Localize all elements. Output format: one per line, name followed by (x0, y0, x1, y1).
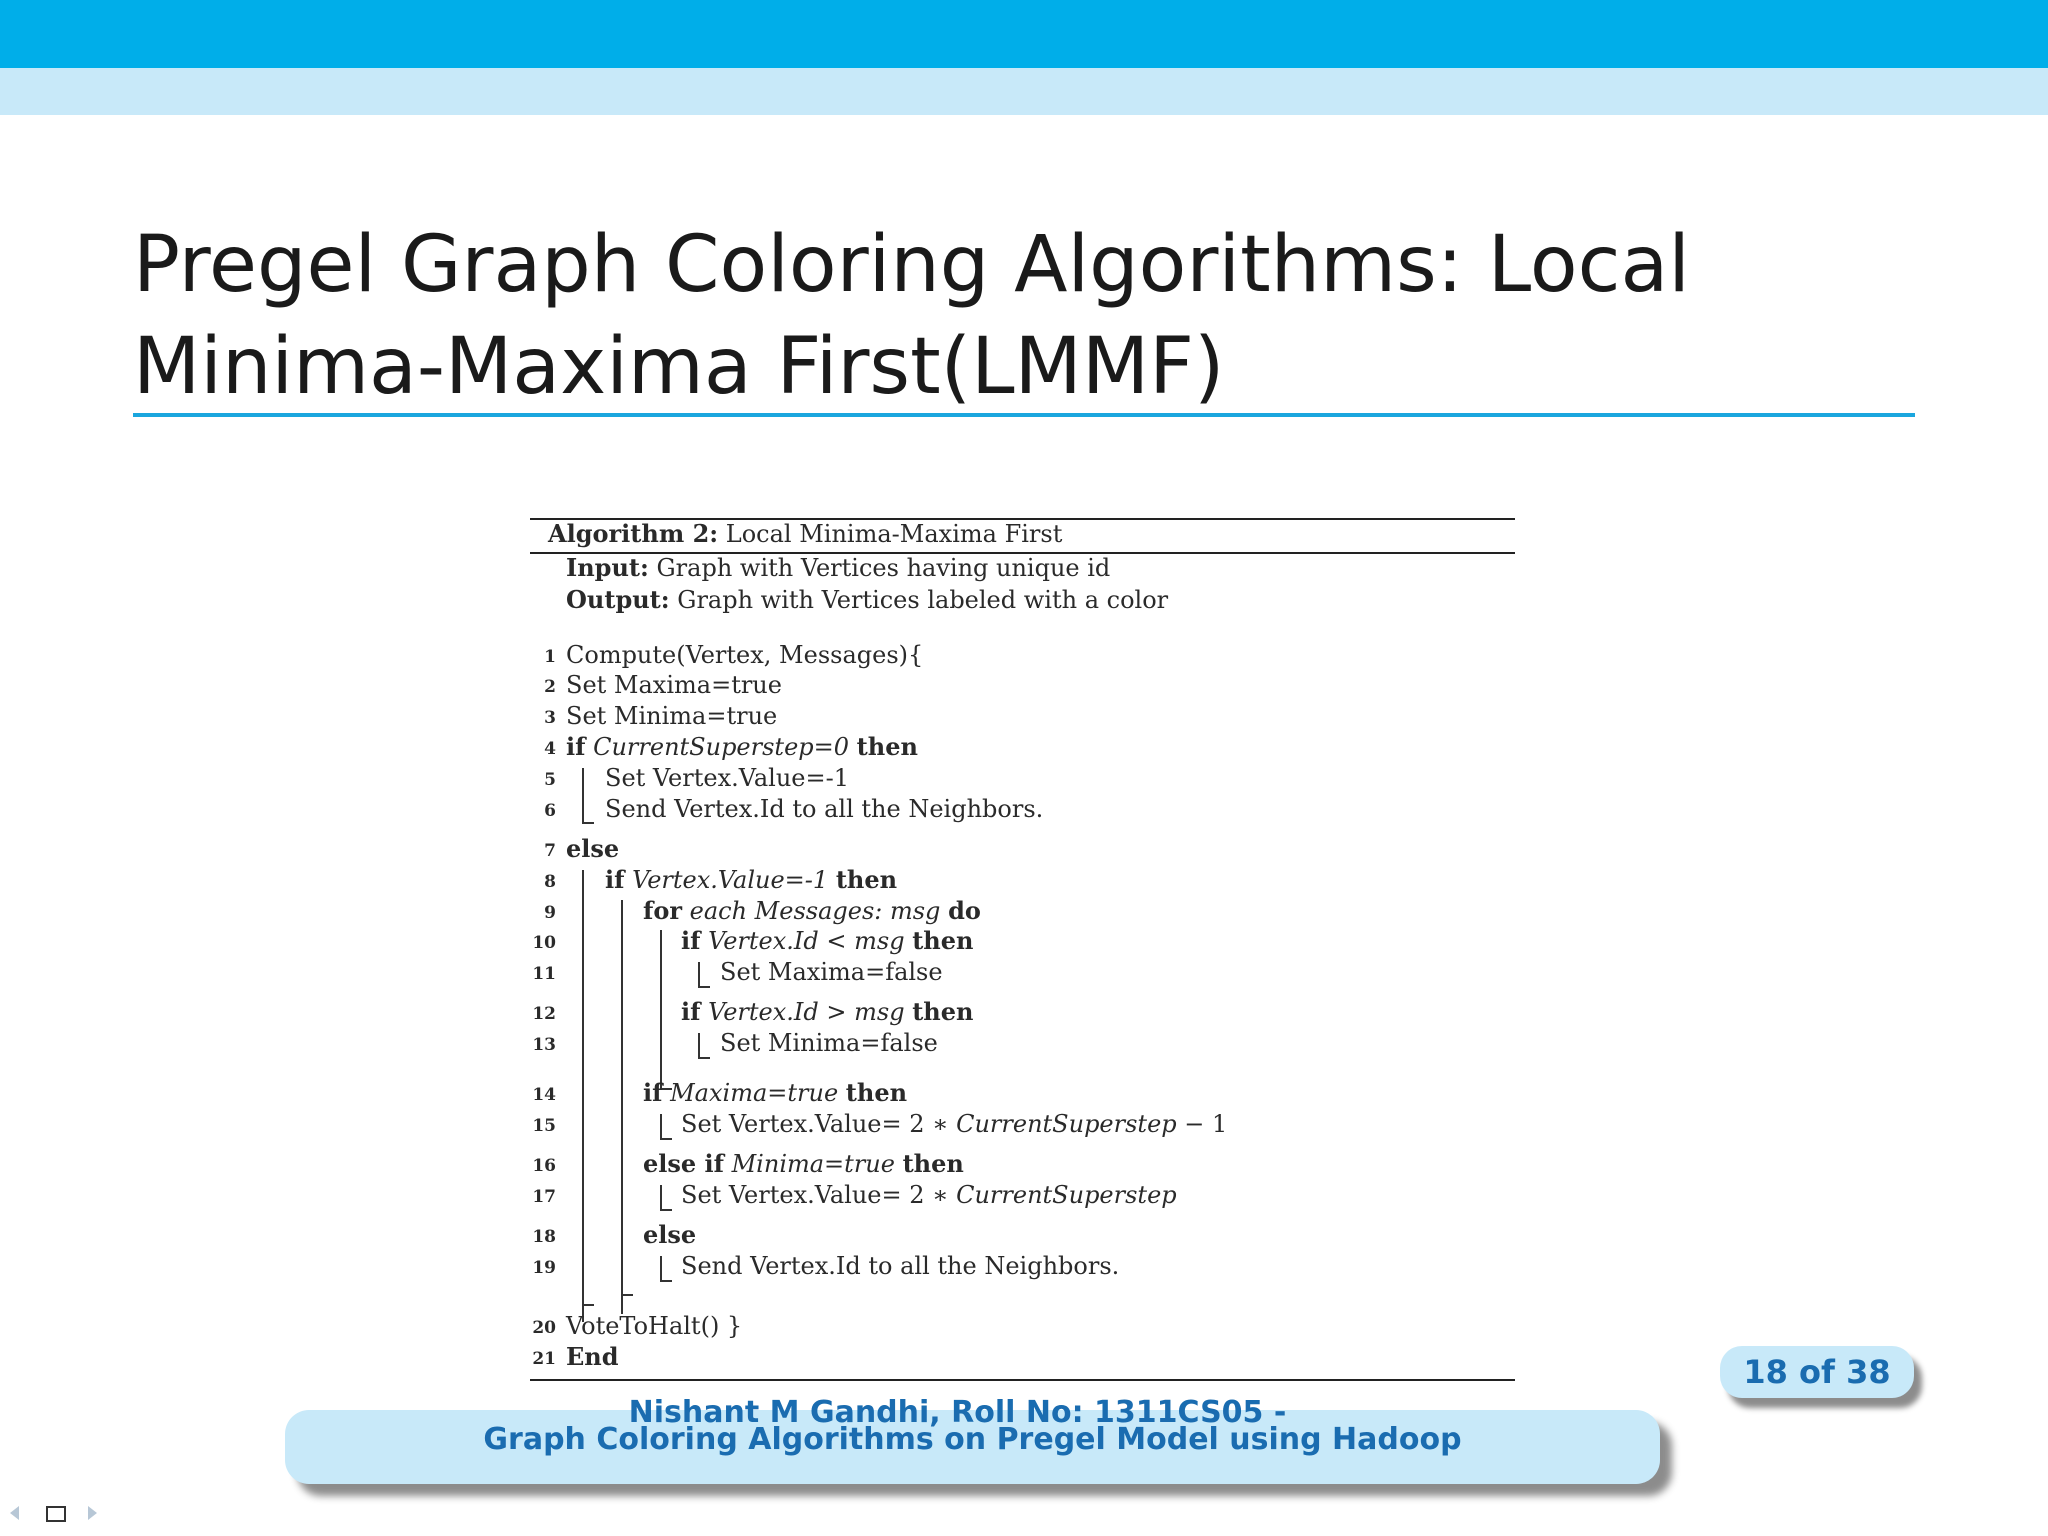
line-text: Set Minima=false (720, 1029, 938, 1057)
line-number: 17 (532, 1187, 556, 1207)
block-bar (698, 1033, 700, 1059)
triangle-right-icon[interactable] (88, 1506, 97, 1520)
line-number: 18 (532, 1227, 556, 1247)
keyword-else: else (566, 834, 620, 863)
line-number: 8 (544, 872, 556, 892)
line-number: 9 (544, 903, 556, 923)
input-label: Input: (566, 553, 649, 582)
line-text: VoteToHalt() } (566, 1312, 743, 1340)
line-text: Set Maxima=false (720, 958, 943, 986)
line-number: 16 (532, 1156, 556, 1176)
block-end (698, 1057, 710, 1059)
keyword-then: then (902, 1149, 964, 1178)
line-number: 11 (532, 964, 556, 984)
algorithm-name: Local Minima-Maxima First (725, 520, 1063, 548)
keyword-if: if (681, 997, 701, 1026)
input-text: Graph with Vertices having unique id (656, 554, 1111, 582)
math-term: CurrentSuperstep (956, 1181, 1177, 1209)
line-text: Set Vertex.Value= 2 ∗ (681, 1181, 957, 1209)
line-text: Send Vertex.Id to all the Neighbors. (681, 1252, 1120, 1280)
block-end (660, 1280, 672, 1282)
block-end (660, 1138, 672, 1140)
block-bar (698, 962, 700, 988)
algorithm-output (566, 584, 1168, 616)
block-bar (582, 768, 584, 824)
page-indicator: 18 of 38 (1743, 1353, 1891, 1391)
condition: Minima=true (731, 1150, 895, 1178)
keyword-then: then (845, 1078, 908, 1107)
output-label: Output: (566, 585, 670, 614)
line-text: Send Vertex.Id to all the Neighbors. (605, 795, 1044, 823)
line-number: 5 (544, 770, 556, 790)
header-bar (0, 0, 2048, 68)
line-number: 10 (532, 933, 556, 953)
condition: Vertex.Value=-1 (632, 866, 829, 894)
keyword-end: End (566, 1342, 619, 1371)
condition: Vertex.Id > msg (708, 998, 905, 1026)
line-number: 3 (544, 708, 556, 728)
frame-box-icon[interactable] (46, 1506, 66, 1522)
triangle-left-icon[interactable] (10, 1506, 19, 1520)
line-number: 1 (544, 647, 556, 667)
line-number: 14 (532, 1085, 556, 1105)
line-text: Set Vertex.Value= 2 ∗ (681, 1110, 957, 1138)
line-number: 12 (532, 1004, 556, 1024)
keyword-else: else (643, 1220, 697, 1249)
block-bar (660, 1256, 662, 1282)
line-tail: − 1 (1176, 1110, 1228, 1138)
line-number: 6 (544, 801, 556, 821)
condition: CurrentSuperstep=0 (593, 733, 850, 761)
header-subbar (0, 68, 2048, 115)
keyword-for: for (643, 896, 682, 925)
slide-navigation (10, 1502, 110, 1526)
keyword-else-if: else if (643, 1149, 724, 1178)
keyword-do: do (948, 896, 981, 925)
if-block-end (621, 1294, 633, 1296)
footer-title: Graph Coloring Algorithms on Pregel Model using Hadoop (483, 1422, 1462, 1457)
for-block-bar (660, 930, 662, 1090)
if-block-bar (621, 900, 623, 1314)
title-underline (133, 413, 1915, 417)
keyword-then: then (912, 997, 974, 1026)
condition: each Messages: msg (689, 897, 941, 925)
block-bar (660, 1185, 662, 1211)
line-number: 19 (532, 1258, 556, 1278)
keyword-then: then (856, 732, 918, 761)
keyword-then: then (912, 926, 974, 955)
slide-title: Pregel Graph Coloring Algorithms: Local Minima-Maxima First(LMMF) (133, 220, 1690, 412)
keyword-if: if (566, 732, 586, 761)
condition: Vertex.Id < msg (708, 927, 905, 955)
line-number: 21 (532, 1349, 556, 1369)
keyword-if: if (681, 926, 701, 955)
block-bar (660, 1114, 662, 1140)
line-text: Set Vertex.Value=-1 (605, 764, 849, 792)
keyword-if: if (643, 1078, 663, 1107)
line-number: 13 (532, 1035, 556, 1055)
algorithm-input (566, 552, 1110, 584)
line-number: 2 (544, 677, 556, 697)
footer-banner (285, 1395, 1660, 1484)
condition: Maxima=true (670, 1079, 839, 1107)
else-block-bar (582, 870, 584, 1322)
line-text: Compute(Vertex, Messages){ (566, 641, 924, 669)
keyword-then: then (835, 865, 898, 894)
output-text: Graph with Vertices labeled with a color (677, 586, 1169, 614)
algorithm-label: Algorithm 2: (548, 519, 719, 548)
line-number: 7 (544, 841, 556, 861)
block-end (660, 1209, 672, 1211)
math-term: CurrentSuperstep (956, 1110, 1177, 1138)
block-end (582, 822, 594, 824)
line-number: 20 (532, 1318, 556, 1338)
line-number: 15 (532, 1116, 556, 1136)
line-text: Set Minima=true (566, 702, 778, 730)
line-text: Set Maxima=true (566, 671, 782, 699)
footer-author: Nishant M Gandhi, Roll No: 1311CS05 - (628, 1395, 1287, 1430)
algorithm-bottom-rule (530, 1379, 1515, 1381)
block-end (698, 986, 710, 988)
keyword-if: if (605, 865, 625, 894)
algorithm-header (548, 518, 1062, 550)
page-number-badge (1720, 1346, 1914, 1398)
else-block-end (582, 1304, 594, 1306)
line-number: 4 (544, 739, 556, 759)
